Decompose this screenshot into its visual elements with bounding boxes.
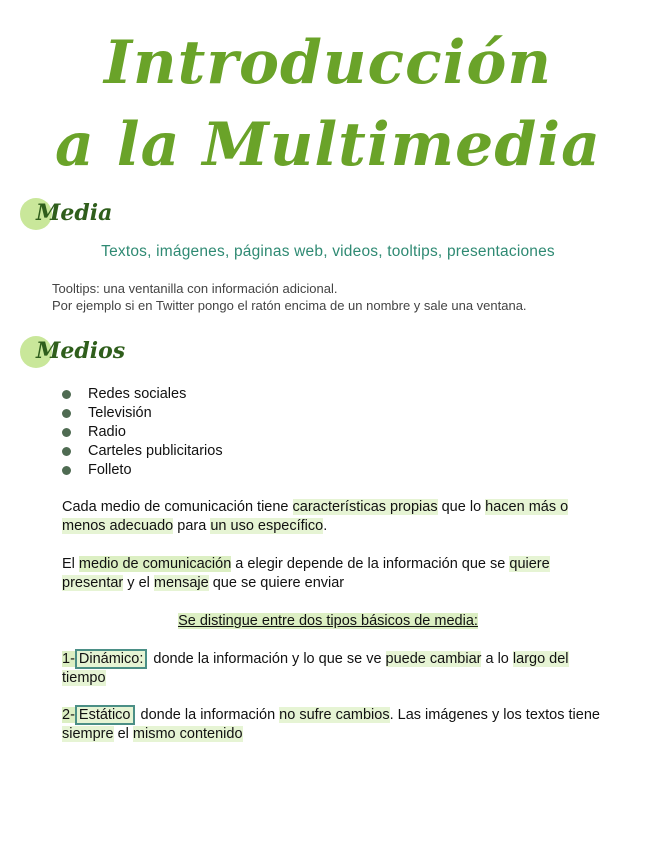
tooltip-note-line-2: Por ejemplo si en Twitter pongo el ratón encima de un nombre y sale una ventana.	[52, 298, 527, 313]
media-examples: Textos, imágenes, páginas web, videos, tooltips, presentaciones	[101, 243, 555, 260]
list-item: Folleto	[60, 461, 223, 480]
list-item: Carteles publicitarios	[60, 442, 223, 461]
list-item: Radio	[60, 423, 223, 442]
bullet-icon	[62, 447, 71, 456]
bullet-icon	[62, 428, 71, 437]
title-line-1: Introducción	[103, 28, 553, 98]
paragraph-choice: El medio de comunicación a elegir depende de la información que se quiere presentar y el mensaje que se quiere enviar	[62, 556, 550, 591]
list-item: Redes sociales	[60, 385, 223, 404]
bullet-icon	[62, 409, 71, 418]
type-dynamic: 1- Dinámico: donde la información y lo que se ve puede cambiar a lo largo del tiempo	[62, 651, 569, 686]
label-box: Estático	[75, 705, 135, 725]
label-box: Dinámico:	[75, 649, 147, 669]
tooltip-note-line-1: Tooltips: una ventanilla con información adicional.	[52, 281, 338, 296]
heading-text: Media	[36, 200, 113, 226]
distinction-heading: Se distingue entre dos tipos básicos de media:	[178, 613, 478, 629]
paragraph-characteristics: Cada medio de comunicación tiene características propias que lo hacen más o menos adecuado para un uso específico.	[62, 499, 569, 534]
media-list	[60, 385, 223, 480]
bullet-icon	[62, 466, 71, 475]
type-static: 2- Estático donde la información no sufre cambios. Las imágenes y los textos tiene siempre el mismo contenido	[62, 707, 600, 742]
heading-text: Medios	[36, 338, 126, 364]
title-line-2: a la Multimedia	[55, 110, 601, 180]
bullet-icon	[62, 390, 71, 399]
list-item: Televisión	[60, 404, 223, 423]
